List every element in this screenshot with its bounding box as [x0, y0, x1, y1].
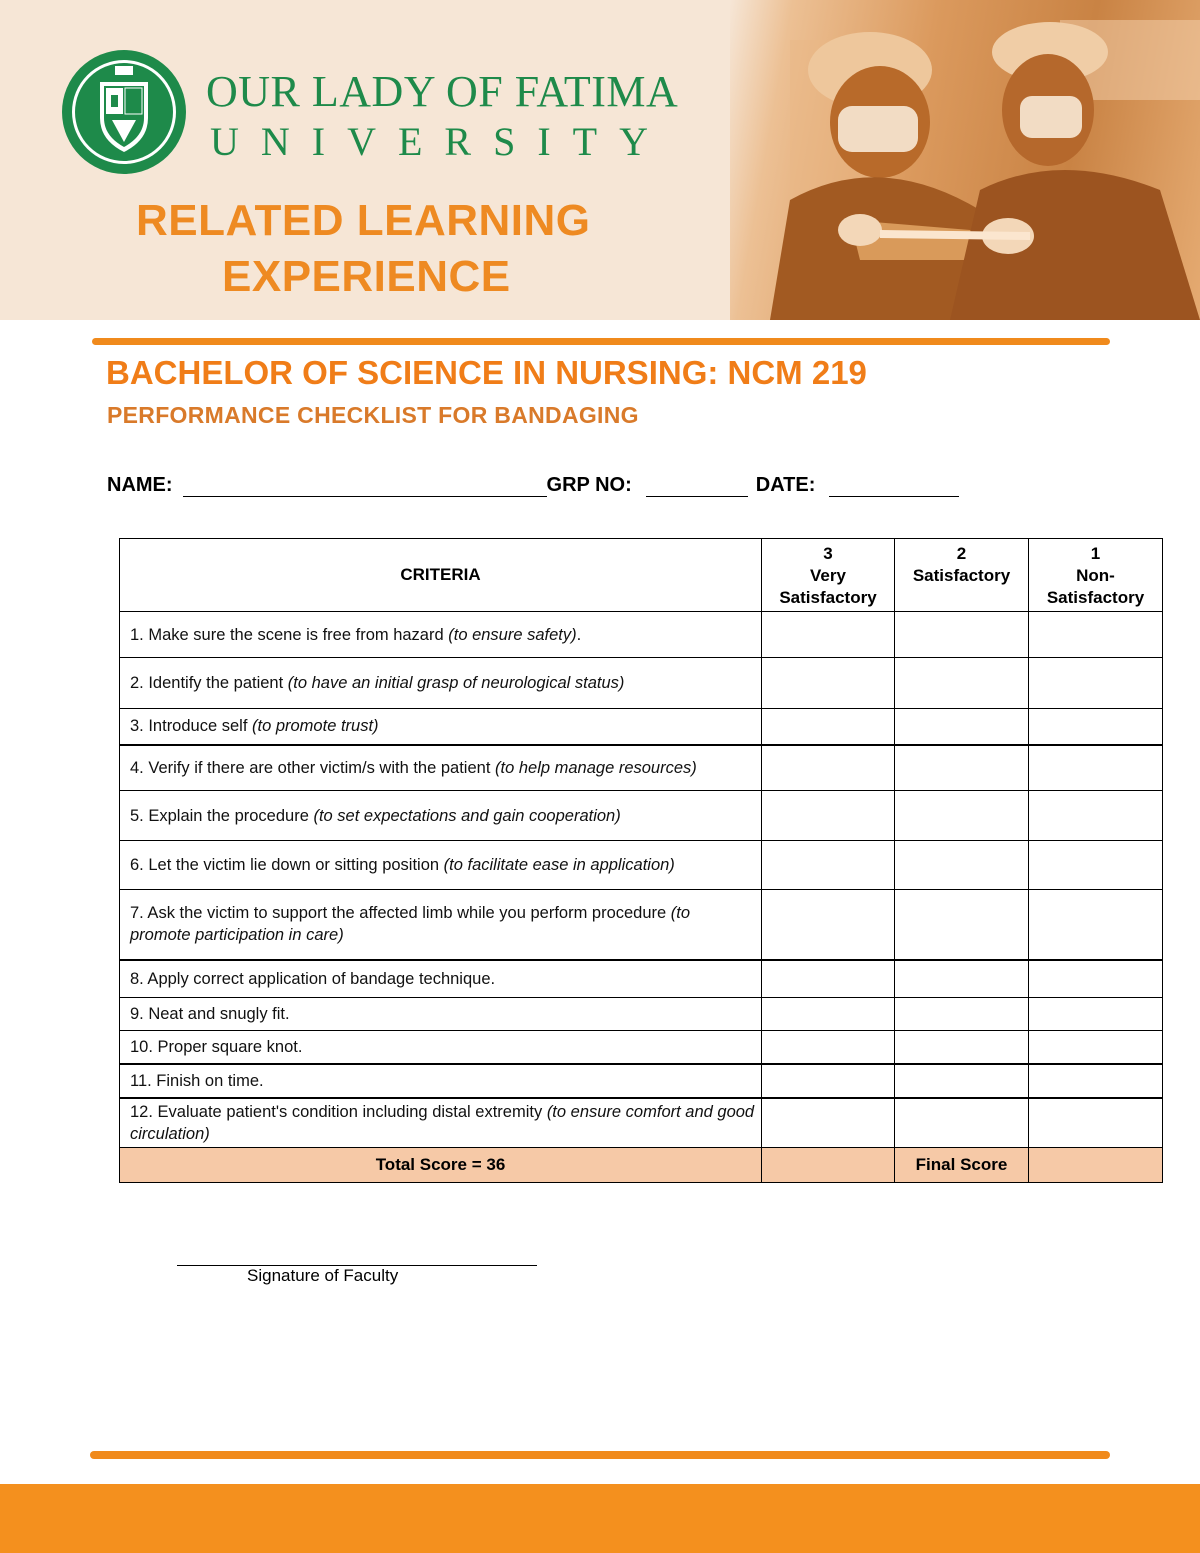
rating-label: Non-: [1076, 566, 1115, 585]
score-cell-3[interactable]: [762, 658, 895, 709]
criterion-cell: [120, 1098, 762, 1148]
university-seal-logo: [60, 48, 188, 176]
criterion-text: 7. Ask the victim to support the affected limb while you perform procedure: [130, 904, 671, 923]
score-cell-1[interactable]: [1029, 890, 1163, 960]
footer-band: [0, 1484, 1200, 1553]
criterion-text: 2. Identify the patient: [130, 674, 288, 692]
criterion-text: 10. Proper square knot.: [130, 1037, 303, 1056]
score-cell-2[interactable]: [895, 890, 1029, 960]
table-row: [120, 960, 1163, 998]
score-cell-3[interactable]: [762, 791, 895, 841]
score-cell-3[interactable]: [762, 841, 895, 890]
score-cell-3[interactable]: [762, 612, 895, 658]
date-field[interactable]: [829, 477, 959, 497]
criterion-text: 8. Apply correct application of bandage technique.: [130, 969, 496, 988]
score-cell-1[interactable]: [1029, 1031, 1163, 1064]
score-cell-2[interactable]: [895, 1064, 1029, 1098]
score-cell-2[interactable]: [895, 960, 1029, 998]
criterion-text: 4. Verify if there are other victim/s with the patient: [130, 758, 495, 777]
score-cell-2[interactable]: [895, 1031, 1029, 1064]
score-cell-1[interactable]: [1029, 1064, 1163, 1098]
criterion-cell: [120, 1031, 762, 1064]
course-title: BACHELOR OF SCIENCE IN NURSING: NCM 219: [106, 354, 867, 391]
criterion-cell: [120, 841, 762, 890]
table-header-row: [120, 539, 1163, 612]
score-cell-2[interactable]: [895, 709, 1029, 745]
total-score-label: Total Score = 36: [120, 1148, 762, 1183]
score-cell-2[interactable]: [895, 791, 1029, 841]
score-cell-1[interactable]: [1029, 960, 1163, 998]
score-cell-3[interactable]: [762, 1098, 895, 1148]
total-score-cell[interactable]: [762, 1148, 895, 1183]
criterion-rationale: (to set expectations and gain cooperation): [313, 806, 621, 825]
criterion-text: 9. Neat and snugly fit.: [130, 1005, 290, 1023]
score-cell-1[interactable]: [1029, 709, 1163, 745]
criterion-tail: .: [576, 625, 582, 644]
score-cell-1[interactable]: [1029, 791, 1163, 841]
criterion-text: 3. Introduce self: [130, 717, 252, 736]
score-cell-1[interactable]: [1029, 1098, 1163, 1148]
criteria-header: CRITERIA: [120, 539, 762, 612]
table-row: [120, 745, 1163, 791]
date-label: DATE:: [755, 474, 816, 496]
rating-label: Satisfactory: [779, 588, 877, 607]
final-score-label: Final Score: [895, 1148, 1029, 1183]
table-row: [120, 709, 1163, 745]
criterion-text: 11. Finish on time.: [130, 1071, 264, 1090]
criterion-cell: [120, 890, 762, 960]
university-name-line2: UNIVERSITY: [210, 119, 670, 164]
score-cell-2[interactable]: [895, 841, 1029, 890]
criterion-cell: [120, 612, 762, 658]
table-row: [120, 791, 1163, 841]
criterion-rationale: (to ensure comfort and good circulation): [130, 1102, 755, 1143]
criterion-cell: [120, 1064, 762, 1098]
score-cell-1[interactable]: [1029, 745, 1163, 791]
table-row: [120, 890, 1163, 960]
group-label: GRP NO:: [546, 474, 632, 496]
score-cell-2[interactable]: [895, 612, 1029, 658]
rating-label: Satisfactory: [1046, 588, 1145, 607]
score-cell-1[interactable]: [1029, 612, 1163, 658]
table-row: [120, 998, 1163, 1031]
banner-title-line2: EXPERIENCE: [222, 252, 511, 301]
score-cell-3[interactable]: [762, 745, 895, 791]
banner-title-line1: RELATED LEARNING: [136, 196, 591, 245]
table-row: [120, 1031, 1163, 1064]
criterion-cell: [120, 658, 762, 709]
score-cell-1[interactable]: [1029, 998, 1163, 1031]
criterion-rationale: (to promote participation in care): [130, 904, 691, 945]
checklist-title: PERFORMANCE CHECKLIST FOR BANDAGING: [107, 402, 639, 428]
name-label: NAME:: [107, 474, 173, 496]
criterion-text: 6. Let the victim lie down or sitting position: [130, 856, 444, 874]
top-orange-rule: [92, 338, 1110, 345]
criterion-rationale: (to ensure safety): [448, 625, 577, 644]
rating-score: 2: [956, 544, 967, 563]
rating-label: Satisfactory: [912, 566, 1011, 585]
header-photo: [730, 0, 1200, 320]
score-cell-2[interactable]: [895, 658, 1029, 709]
criterion-cell: [120, 791, 762, 841]
bottom-orange-rule: [90, 1451, 1110, 1459]
criterion-cell: [120, 998, 762, 1031]
rating-label: Very: [810, 566, 846, 585]
table-row: [120, 1064, 1163, 1098]
criterion-text: 5. Explain the procedure: [130, 806, 314, 825]
header-banner: [0, 0, 1200, 320]
university-name-line1: OUR LADY OF FATIMA: [206, 67, 679, 116]
score-cell-3[interactable]: [762, 1064, 895, 1098]
criterion-text: 12. Evaluate patient's condition including distal extremity: [130, 1102, 547, 1121]
student-info-line: [107, 474, 959, 497]
nurses-photo-illustration: [730, 0, 1200, 320]
score-cell-3[interactable]: [762, 1031, 895, 1064]
score-cell-2[interactable]: [895, 1098, 1029, 1148]
criterion-rationale: (to promote trust): [252, 717, 379, 736]
score-cell-3[interactable]: [762, 890, 895, 960]
rating-header-1: [1029, 539, 1163, 612]
signature-label: Signature of Faculty: [247, 1266, 399, 1285]
score-cell-3[interactable]: [762, 960, 895, 998]
criterion-text: 1. Make sure the scene is free from hazard: [130, 625, 449, 644]
table-row: [120, 1098, 1163, 1148]
total-score-row: [120, 1148, 1163, 1183]
criterion-rationale: (to help manage resources): [495, 758, 697, 777]
criterion-rationale: (to facilitate ease in application): [443, 856, 675, 874]
table-row: [120, 841, 1163, 890]
criterion-cell: [120, 745, 762, 791]
score-cell-3[interactable]: [762, 998, 895, 1031]
rating-header-3: [762, 539, 895, 612]
score-cell-2[interactable]: [895, 745, 1029, 791]
table-row: [120, 658, 1163, 709]
group-field[interactable]: [646, 477, 748, 497]
criterion-cell: [120, 960, 762, 998]
performance-checklist-table: [119, 538, 1163, 1183]
rating-header-2: [895, 539, 1029, 612]
rating-score: 3: [823, 544, 833, 563]
criterion-rationale: (to have an initial grasp of neurological status): [287, 674, 625, 692]
name-field[interactable]: [183, 477, 547, 497]
final-score-cell[interactable]: [1029, 1148, 1163, 1183]
criterion-cell: [120, 709, 762, 745]
rating-score: 1: [1090, 544, 1101, 563]
score-cell-2[interactable]: [895, 998, 1029, 1031]
score-cell-1[interactable]: [1029, 841, 1163, 890]
table-row: [120, 612, 1163, 658]
score-cell-3[interactable]: [762, 709, 895, 745]
score-cell-1[interactable]: [1029, 658, 1163, 709]
